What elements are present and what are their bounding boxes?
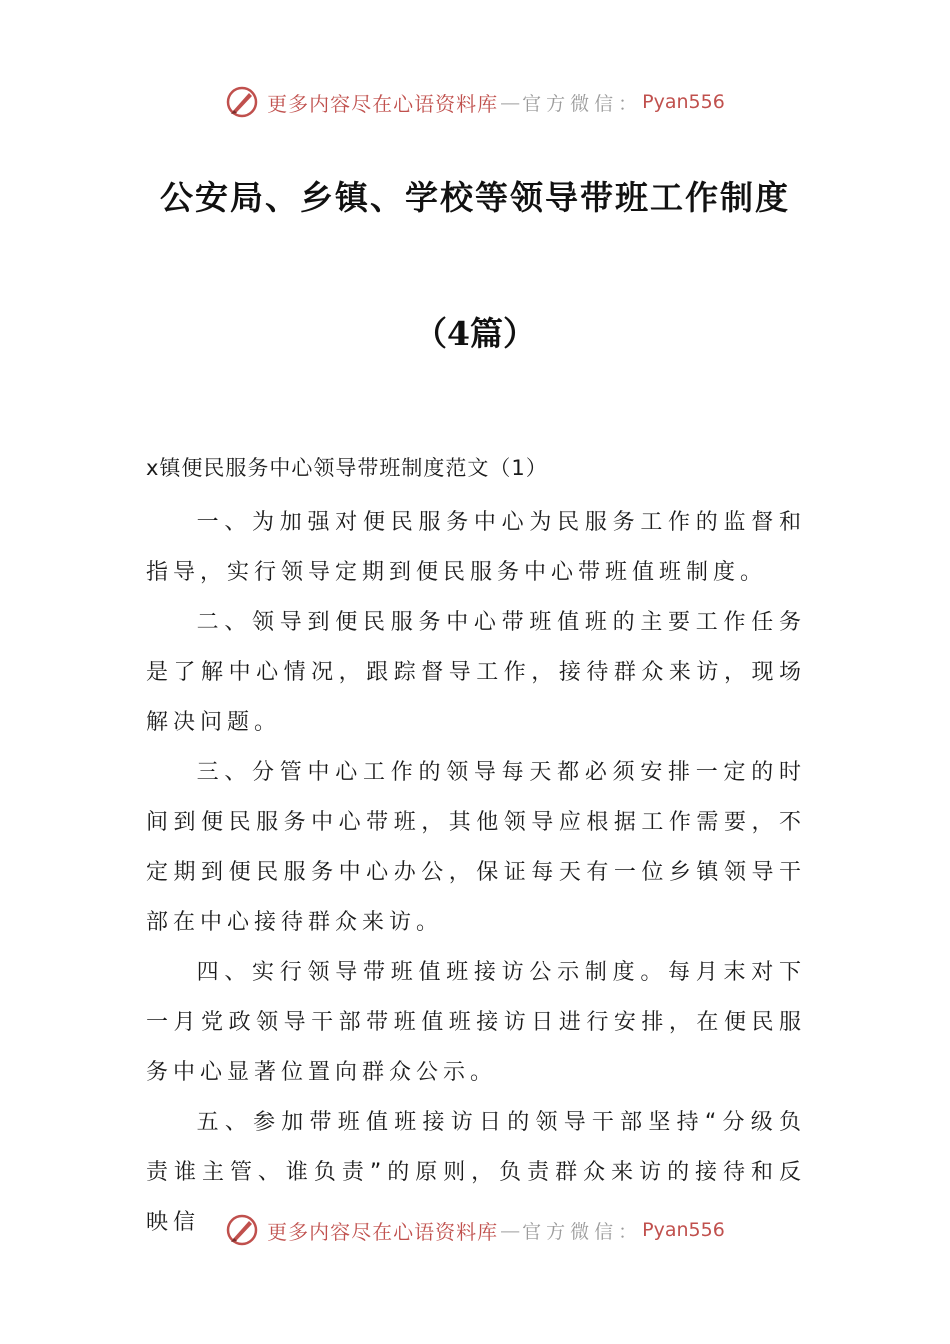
paragraph-1: 一、为加强对便民服务中心为民服务工作的监督和指导，实行领导定期到便民服务中心带班值班制度。 [146,510,806,585]
paragraph-4: 四、实行领导带班值班接访公示制度。每月末对下一月党政领导干部带班值班接访日进行安排，在便民服务中心显著位置向群众公示。 [146,960,806,1085]
banner-main-text: 更多内容尽在心语资料库 [267,1219,499,1244]
footer-watermark-banner [0,1210,950,1250]
paragraph-5: 五、参加带班值班接访日的领导干部坚持“分级负责谁主管、谁负责”的原则，负责群众来访的接待和反映信 [146,1110,806,1235]
pen-seal-icon [225,1213,259,1247]
banner-wechat-label: 官方微信： [522,1220,643,1243]
paragraph-2: 二、领导到便民服务中心带班值班的主要工作任务是了解中心情况，跟踪督导工作，接待群众来访，现场解决问题。 [146,610,806,735]
banner-main-text: 更多内容尽在心语资料库 [267,91,499,116]
paragraph-3: 三、分管中心工作的领导每天都必须安排一定的时间到便民服务中心带班，其他领导应根据工作需要，不定期到便民服务中心办公，保证每天有一位乡镇领导干部在中心接待群众来访。 [146,760,806,935]
banner-separator: — [500,90,521,114]
document-subtitle: （4篇） [414,314,536,353]
banner-wechat-label: 官方微信： [522,92,643,115]
document-title: 公安局、乡镇、学校等领导带班工作制度 [160,178,790,217]
section-heading: x镇便民服务中心领导带班制度范文（1） [146,456,548,480]
pen-seal-icon [225,85,259,119]
banner-separator: — [500,1218,521,1242]
banner-wechat-id: Pyan556 [642,91,725,113]
header-watermark-banner [0,82,950,122]
document-body [146,450,806,1248]
banner-wechat-id: Pyan556 [642,1219,725,1241]
